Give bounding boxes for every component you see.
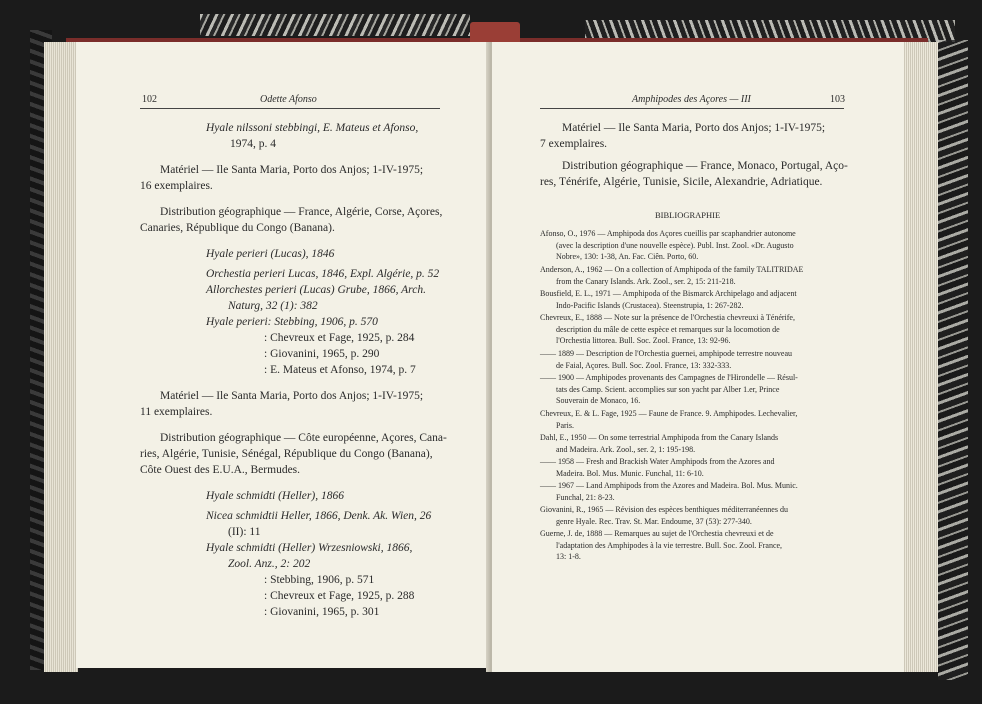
text-line: Matériel — Ile Santa Maria, Porto dos Anjos; 1-IV-1975; [160, 164, 424, 176]
species-heading: Hyale schmidti (Heller), 1866 [206, 490, 344, 502]
reference-line: —— 1889 — Description de l'Orchestia guernei, amphipode terrestre nouveau [540, 349, 793, 358]
running-head: Odette Afonso [260, 94, 317, 105]
marbled-cover-right [938, 40, 968, 680]
reference-line: Giovanini, R., 1965 — Révision des espèces benthiques méditerranéennes du [540, 505, 788, 514]
text-line: res, Ténérife, Algérie, Tunisie, Sicile, Alexandrie, Adriatique. [540, 176, 823, 188]
text-line: Zool. Anz., 2: 202 [228, 558, 311, 570]
reference-line: l'Orchestia littorea. Bull. Soc. Zool. France, 13: 92-96. [556, 336, 731, 346]
text-line: Nicea schmidtii Heller, 1866, Denk. Ak. Wien, 26 [206, 510, 432, 522]
page-edges-right [900, 42, 938, 672]
text-line: Distribution géographique — Côte européenne, Açores, Cana- [160, 432, 447, 444]
reference-line: Bousfield, E. L., 1971 — Amphipoda of the Bismarck Archipelago and adjacent [540, 289, 797, 298]
page-number: 102 [142, 94, 157, 105]
reference-line: from the Canary Islands. Ark. Zool., ser. 2, 15: 211-218. [556, 276, 736, 286]
reference-line: 13: 1-8. [556, 552, 581, 562]
text-line: Distribution géographique — France, Algérie, Corse, Açores, [160, 206, 443, 218]
text-line: : Stebbing, 1906, p. 571 [264, 574, 375, 586]
marbled-cover-top-left [200, 14, 470, 36]
reference-line: Paris. [556, 420, 574, 430]
text-line: 1974, p. 4 [230, 138, 276, 150]
text-line: 16 exemplaires. [140, 180, 213, 192]
reference-line: Chevreux, E. & L. Fage, 1925 — Faune de France. 9. Amphipodes. Lechevalier, [540, 409, 798, 418]
text-line: Allorchestes perieri (Lucas) Grube, 1866, Arch. [206, 284, 426, 296]
running-head: Amphipodes des Açores — III [632, 94, 751, 105]
text-line: Matériel — Ile Santa Maria, Porto dos Anjos; 1-IV-1975; [160, 390, 424, 402]
reference-line: Souverain de Monaco, 16. [556, 396, 641, 406]
reference-line: Anderson, A., 1962 — On a collection of Amphipoda of the family TALITRIDAE [540, 265, 804, 274]
reference-line: genre Hyale. Rec. Trav. St. Mar. Endoume, 37 (53): 277-340. [556, 516, 752, 526]
reference-line: Guerne, J. de, 1888 — Remarques au sujet de l'Orchestia chevreuxi et de [540, 529, 774, 538]
text-line: : Giovanini, 1965, p. 301 [264, 606, 380, 618]
text-line: 11 exemplaires. [140, 406, 213, 418]
text-line: (II): 11 [228, 526, 261, 538]
bibliography-title: BIBLIOGRAPHIE [655, 210, 721, 220]
reference-line: —— 1958 — Fresh and Brackish Water Amphipods from the Azores and [540, 457, 775, 466]
reference-line: tats des Camp. Scient. accomplies sur son yacht par Alber 1.er, Prince [556, 384, 780, 394]
reference-line: —— 1900 — Amphipodes provenants des Campagnes de l'Hirondelle — Résul- [540, 373, 798, 382]
text-line: Hyale schmidti (Heller) Wrzesniowski, 1866, [206, 542, 413, 554]
header-rule [540, 108, 844, 109]
reference-line: and Madeira. Ark. Zool., ser. 2, 1: 195-198. [556, 444, 696, 454]
text-line: 7 exemplaires. [540, 138, 608, 150]
reference-line: Afonso, O., 1976 — Amphipoda dos Açores cueillis par scaphandrier autonome [540, 229, 796, 238]
text-line: ries, Algérie, Tunisie, Sénégal, République du Congo (Banana), [140, 448, 433, 460]
page-number: 103 [830, 94, 845, 105]
text-line: Distribution géographique — France, Monaco, Portugal, Aço- [562, 160, 848, 172]
reference-line: (avec la description d'une nouvelle espèce). Publ. Inst. Zool. «Dr. Augusto [556, 240, 794, 250]
text-line: : Chevreux et Fage, 1925, p. 284 [264, 332, 415, 344]
text-line: : Giovanini, 1965, p. 290 [264, 348, 380, 360]
text-line: : Chevreux et Fage, 1925, p. 288 [264, 590, 415, 602]
left-page [76, 42, 488, 668]
text-line: Naturg, 32 (1): 382 [228, 300, 318, 312]
reference-line: Indo-Pacific Islands (Crustacea). Steenstrupia, 1: 267-282. [556, 300, 744, 310]
text-line: Hyale perieri: Stebbing, 1906, p. 570 [206, 316, 378, 328]
text-line: Canaries, République du Congo (Banana). [140, 222, 335, 234]
reference-line: de Faial, Açores. Bull. Soc. Zool. France, 13: 332-333. [556, 360, 732, 370]
reference-line: Dahl, E., 1950 — On some terrestrial Amphipoda from the Canary Islands [540, 433, 779, 442]
species-heading: Hyale perieri (Lucas), 1846 [206, 248, 335, 260]
reference-line: Chevreux, E., 1888 — Note sur la présence de l'Orchestia chevreuxi à Ténérife, [540, 313, 795, 322]
header-rule [140, 108, 440, 109]
page-edges-left [44, 42, 78, 672]
text-line: Matériel — Ile Santa Maria, Porto dos Anjos; 1-IV-1975; [562, 122, 826, 134]
text-line: Hyale nilssoni stebbingi, E. Mateus et Afonso, [206, 122, 419, 134]
text-line: Côte Ouest des E.U.A., Bermudes. [140, 464, 301, 476]
reference-line: Madeira. Bol. Mus. Munic. Funchal, 11: 6-10. [556, 468, 704, 478]
reference-line: Funchal, 21: 8-23. [556, 492, 615, 502]
reference-line: description du mâle de cette espèce et remarques sur la locomotion de [556, 324, 780, 334]
reference-line: —— 1967 — Land Amphipods from the Azores and Madeira. Bol. Mus. Munic. [540, 481, 798, 490]
reference-line: Nobre», 130: 1-38, An. Fac. Ciên. Porto, 60. [556, 252, 699, 262]
right-page [492, 42, 904, 672]
reference-line: l'adaptation des Amphipodes à la vie terrestre. Bull. Soc. Zool. France, [556, 540, 783, 550]
text-line: Orchestia perieri Lucas, 1846, Expl. Algérie, p. 52 [206, 268, 440, 280]
text-line: : E. Mateus et Afonso, 1974, p. 7 [264, 364, 416, 376]
